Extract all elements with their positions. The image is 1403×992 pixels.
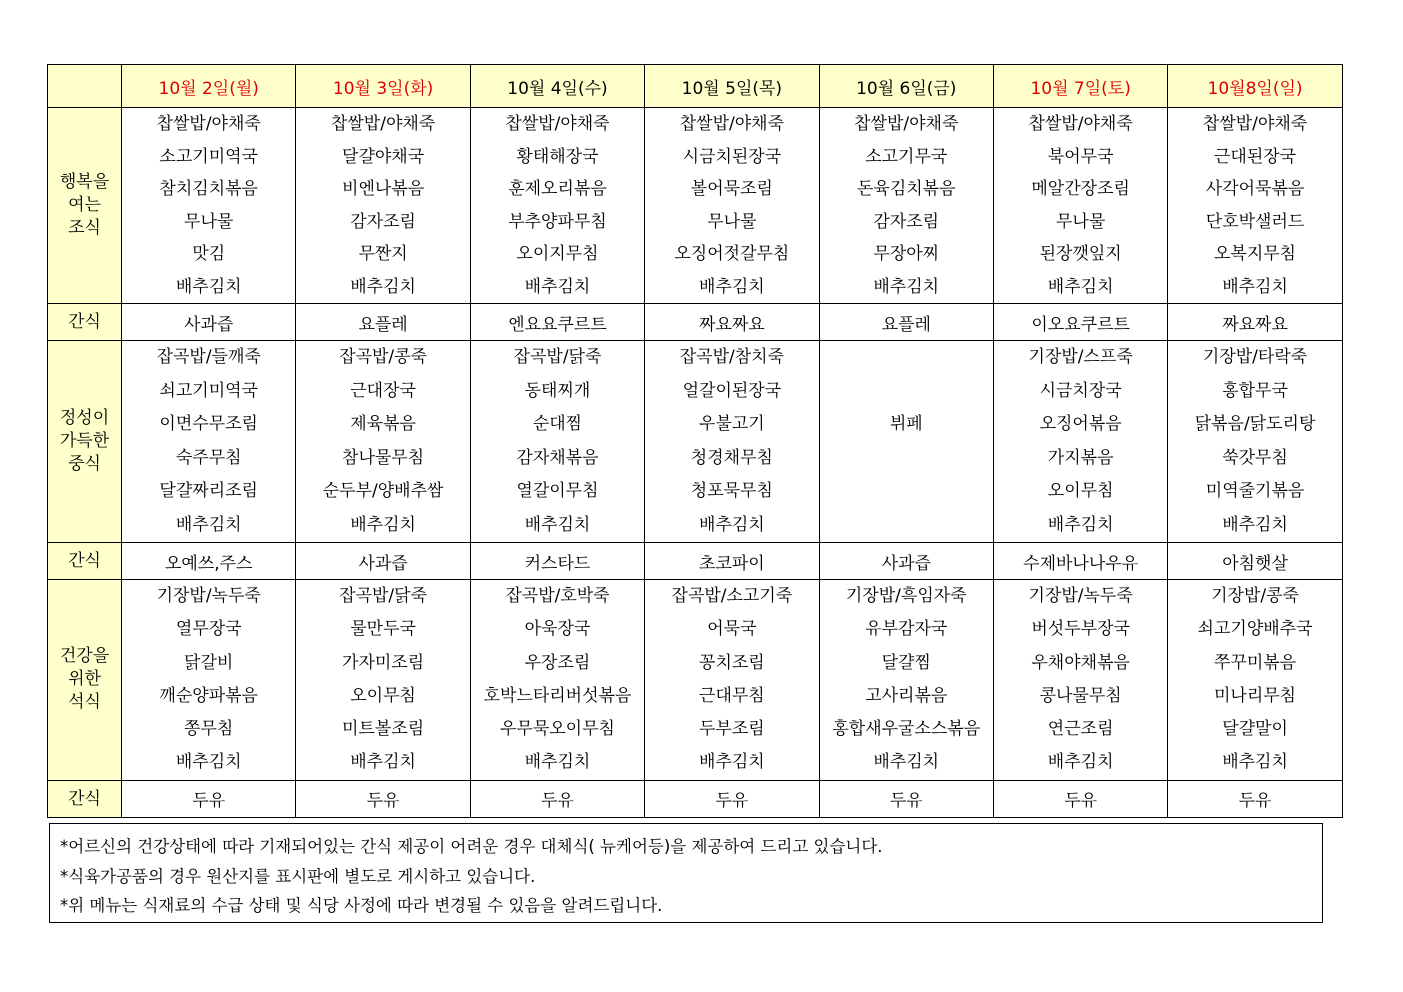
menu-item: 제육볶음 [350,414,416,434]
menu-item: 쫑무침 [184,719,234,740]
menu-item: 참치김치볶음 [159,179,258,199]
menu-item: 순두부/양배추쌈 [322,481,444,501]
menu-item: 청경채무침 [690,447,773,468]
lunch-day-1 [122,341,296,543]
snack3-day-4: 두유 [645,780,819,817]
snack3-day-3: 두유 [470,780,644,817]
menu-item: 우장조림 [524,652,591,673]
breakfast-day-1 [122,108,296,304]
menu-item: 오복지무침 [1213,244,1297,264]
lunch-label-line: 가득한 [59,431,110,451]
menu-item: 오징어젓갈무침 [674,244,790,264]
menu-item: 우채야채볶음 [1031,652,1130,673]
menu-item: 돈육김치볶음 [856,179,956,199]
menu-item: 가자미조림 [342,652,425,673]
breakfast-day-7 [1168,108,1342,304]
menu-item: 감자조림 [873,211,940,232]
breakfast-label-line: 조식 [68,218,101,238]
menu-item: 북어무국 [1047,146,1114,167]
menu-item: 잡곡밥/참치죽 [679,347,784,367]
date-header-2: 10월 3일(화) [296,65,470,108]
menu-item: 소고기미역국 [159,146,258,167]
menu-item: 청포묵무침 [690,481,773,501]
lunch-label-line: 정성이 [59,408,110,428]
lunch-day-7 [1168,341,1342,543]
snack3-day-1: 두유 [122,780,296,817]
snack1-day-1: 사과즙 [122,304,296,341]
menu-item: 배추김치 [175,752,242,773]
menu-item: 잡곡밥/호박죽 [505,586,610,606]
menu-item: 근대무침 [699,685,765,706]
menu-item: 잡곡밥/닭죽 [513,347,602,367]
menu-item: 오이무침 [1047,481,1114,501]
menu-item: 오이지무침 [516,244,599,264]
snack1-day-5: 요플레 [819,304,993,341]
menu-item: 뷔페 [889,414,923,434]
snack1-day-7: 짜요짜요 [1168,304,1342,341]
menu-item: 황태해장국 [516,146,599,167]
menu-item: 배추김치 [524,514,591,535]
snack3-day-5: 두유 [819,780,993,817]
breakfast-label [48,108,122,304]
menu-item: 배추김치 [1047,514,1114,535]
menu-item: 근대된장국 [1213,146,1297,167]
snack3-row [48,780,1343,817]
menu-item [820,341,993,375]
snack2-day-2: 사과즙 [296,543,470,580]
menu-item: 이면수무조림 [159,414,258,434]
menu-item: 열갈이무침 [516,481,599,501]
lunch-day-5 [819,341,993,543]
menu-item: 찹쌀밥/야채죽 [156,114,261,134]
menu-item: 얼갈이된장국 [682,380,782,401]
snack2-label: 간식 [48,543,122,580]
menu-item: 기장밥/흑임자죽 [845,586,967,606]
breakfast-row [48,108,1343,304]
snack1-day-6: 이오요쿠르트 [993,304,1167,341]
date-header-6: 10월 7일(토) [993,65,1167,108]
menu-item: 사각어묵볶음 [1205,179,1305,199]
menu-item: 닭갈비 [184,652,234,673]
menu-item: 열무장국 [175,619,242,640]
menu-item: 가지볶음 [1047,447,1114,468]
menu-item: 배추김치 [524,752,591,773]
menu-item: 두부조림 [699,719,765,740]
breakfast-label-line: 여는 [68,195,101,215]
menu-item: 홍합무국 [1222,380,1288,401]
menu-item [820,375,993,409]
weekly-menu-table [47,64,1343,818]
dinner-label-line: 위한 [68,669,101,690]
menu-item: 깨순양파볶음 [159,685,258,706]
menu-item: 무장아찌 [873,244,940,264]
breakfast-day-2 [296,108,470,304]
date-header-7: 10월8일(일) [1168,65,1342,108]
menu-item: 배추김치 [350,514,416,535]
menu-item: 기장밥/콩죽 [1211,586,1299,606]
snack1-day-2: 요플레 [296,304,470,341]
menu-item: 찹쌀밥/야채죽 [679,114,784,134]
menu-item: 찹쌀밥/야채죽 [1028,114,1133,134]
menu-item: 근대장국 [350,380,416,401]
menu-item: 잡곡밥/닭죽 [339,586,427,606]
menu-item: 물만두국 [350,619,416,640]
menu-item: 배추김치 [1222,276,1288,297]
menu-item: 무나물 [184,211,234,232]
menu-item: 잡곡밥/콩죽 [339,347,427,367]
snack2-day-1: 오예쓰,주스 [122,543,296,580]
menu-item: 잡곡밥/들깨죽 [156,347,261,367]
snack2-day-3: 커스타드 [470,543,644,580]
dinner-day-3 [470,580,644,781]
menu-item: 미역줄기볶음 [1205,481,1305,501]
menu-item: 유부감자국 [865,619,948,640]
corner-cell [48,65,122,108]
menu-item: 맛김 [192,244,226,264]
note-line: *식육가공품의 경우 원산지를 표시판에 별도로 게시하고 있습니다. [60,866,536,886]
dinner-day-5 [819,580,993,781]
breakfast-day-5 [819,108,993,304]
snack2-day-5: 사과즙 [819,543,993,580]
snack3-day-7: 두유 [1168,780,1342,817]
dinner-day-1 [122,580,296,781]
snack1-day-4: 짜요짜요 [645,304,819,341]
menu-item: 배추김치 [350,752,416,773]
menu-item: 닭볶음/닭도리탕 [1194,414,1316,434]
menu-item: 미트볼조림 [342,719,425,740]
dinner-label [48,580,122,781]
lunch-row [48,341,1343,543]
note-line: *어르신의 건강상태에 따라 기재되어있는 간식 제공이 어려운 경우 대체식( 뉴케어등)을 제공하여 드리고 있습니다. [60,837,883,856]
snack1-row [48,304,1343,341]
menu-item: 찹쌀밥/야채죽 [330,114,436,134]
date-header-3: 10월 4일(수) [470,65,644,108]
date-header-1: 10월 2일(월) [122,65,296,108]
menu-item: 비엔나볶음 [342,179,425,199]
notes-box [49,823,1323,923]
menu-item: 무짠지 [358,244,408,264]
menu-item: 기장밥/녹두죽 [156,586,261,606]
menu-item: 우무묵오이무침 [499,719,615,740]
menu-item: 메알간장조림 [1031,179,1130,199]
date-header-row [48,65,1343,108]
menu-item [820,475,993,509]
menu-item: 훈제오리볶음 [508,179,607,199]
lunch-label-line: 중식 [68,454,101,474]
breakfast-day-4 [645,108,819,304]
menu-item: 달걀찜 [881,652,931,673]
menu-item: 배추김치 [175,514,242,535]
menu-item [820,442,993,476]
lunch-day-4 [645,341,819,543]
lunch-label [48,341,122,543]
menu-item: 홍합새우굴소스볶음 [832,719,981,740]
menu-item: 달걀말이 [1222,719,1288,740]
menu-item: 오징어볶음 [1039,414,1122,434]
lunch-day-2 [296,341,470,543]
menu-item: 잡곡밥/소고기죽 [671,586,793,606]
menu-item: 배추김치 [1222,514,1288,535]
menu-item: 숙주무침 [175,447,242,468]
breakfast-day-3 [470,108,644,304]
date-header-5: 10월 6일(금) [819,65,993,108]
menu-item: 배추김치 [1047,752,1114,773]
snack3-label: 간식 [48,780,122,817]
menu-item: 배추김치 [873,276,940,297]
menu-item: 배추김치 [699,276,765,297]
menu-item: 볼어묵조림 [690,179,773,199]
menu-item: 기장밥/타락죽 [1202,347,1308,367]
menu-item: 버섯두부장국 [1031,619,1130,640]
menu-item: 배추김치 [175,276,242,297]
breakfast-label-line: 행복을 [59,172,110,192]
menu-item: 찹쌀밥/야채죽 [854,114,959,134]
menu-item: 부추양파무침 [508,211,607,232]
dinner-label-line: 건강을 [59,646,110,667]
dinner-label-line: 석식 [68,692,101,713]
menu-item: 배추김치 [699,752,765,773]
menu-item: 호박느타리버섯볶음 [483,685,632,706]
dinner-day-6 [993,580,1167,781]
menu-item: 찹쌀밥/야채죽 [505,114,610,134]
dinner-row [48,580,1343,781]
snack2-day-6: 수제바나나우유 [993,543,1167,580]
snack2-row [48,543,1343,580]
menu-item: 쇠고기양배추국 [1197,619,1313,640]
menu-item: 아욱장국 [524,619,591,640]
menu-item: 기장밥/녹두죽 [1028,586,1133,606]
date-header-4: 10월 5일(목) [645,65,819,108]
menu-item: 오이무침 [350,685,416,706]
menu-item: 찹쌀밥/야채죽 [1202,114,1308,134]
menu-item: 소고기무국 [865,146,948,167]
menu-item: 감자조림 [350,211,416,232]
snack3-day-6: 두유 [993,780,1167,817]
dinner-day-4 [645,580,819,781]
menu-item: 연근조림 [1047,719,1114,740]
breakfast-day-6 [993,108,1167,304]
menu-item: 배추김치 [1222,752,1288,773]
menu-item: 우불고기 [699,414,765,434]
menu-item: 콩나물무침 [1039,685,1122,706]
snack1-label: 간식 [48,304,122,341]
menu-item: 배추김치 [1047,276,1114,297]
menu-item: 감자채볶음 [516,447,599,468]
menu-item: 배추김치 [699,514,765,535]
menu-item: 배추김치 [350,276,416,297]
menu-item: 무나물 [707,211,757,232]
menu-item: 배추김치 [524,276,591,297]
snack3-day-2: 두유 [296,780,470,817]
menu-item: 꽁치조림 [699,652,765,673]
menu-item: 시금치된장국 [682,146,782,167]
menu-item: 어묵국 [707,619,757,640]
dinner-day-7 [1168,580,1342,781]
menu-item: 동태찌개 [524,380,591,401]
menu-item: 기장밥/스프죽 [1028,347,1133,367]
menu-item [820,509,993,543]
menu-item: 쇠고기미역국 [159,380,258,401]
menu-item: 미나리무침 [1213,685,1297,706]
menu-item: 무나물 [1056,211,1106,232]
snack2-day-4: 초코파이 [645,543,819,580]
menu-item: 쭈꾸미볶음 [1213,652,1297,673]
menu-item: 배추김치 [873,752,940,773]
menu-item: 된장깻잎지 [1039,244,1122,264]
dinner-day-2 [296,580,470,781]
note-line: *위 메뉴는 식재료의 수급 상태 및 식당 사정에 따라 변경될 수 있음을 알려드립니다. [60,896,663,915]
menu-item: 순대찜 [532,414,583,434]
menu-item: 고사리볶음 [865,685,948,706]
menu-item: 쑥갓무침 [1222,447,1288,468]
lunch-day-6 [993,341,1167,543]
snack2-day-7: 아침햇살 [1168,543,1342,580]
menu-item: 단호박샐러드 [1205,211,1305,232]
menu-item: 달걀짜리조림 [159,481,258,501]
snack1-day-3: 엔요요쿠르트 [470,304,644,341]
menu-item: 참나물무침 [342,447,425,468]
lunch-day-3 [470,341,644,543]
menu-item: 달걀야채국 [342,146,425,167]
menu-item: 시금치장국 [1039,380,1122,401]
